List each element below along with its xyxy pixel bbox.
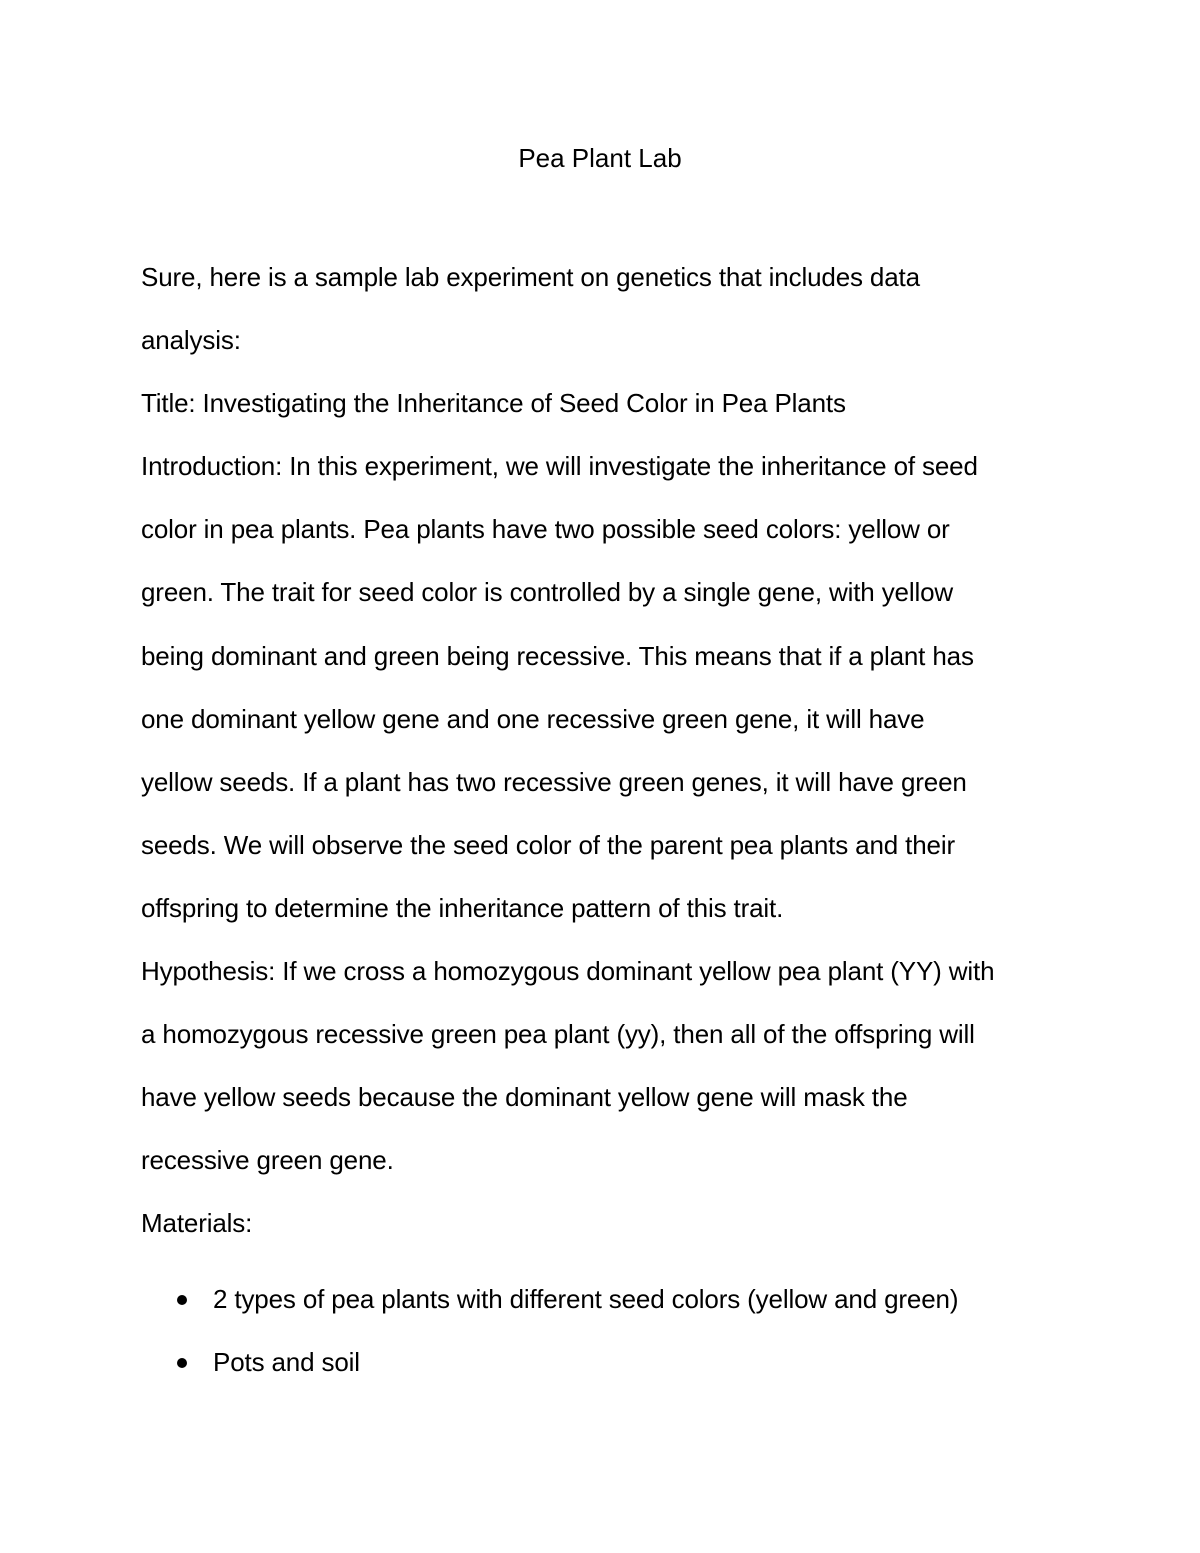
document-body (141, 246, 1071, 1256)
body-line-introduction: seeds. We will observe the seed color of the parent pea plants and their (141, 829, 955, 860)
list-item (141, 1268, 1071, 1331)
body-line-intro-sentence: Sure, here is a sample lab experiment on genetics that includes data (141, 262, 920, 292)
body-line-introduction: offspring to determine the inheritance pattern of this trait. (141, 892, 784, 923)
materials-list (141, 1268, 1071, 1394)
bullet-icon (177, 1295, 187, 1305)
body-line-introduction: Introduction: In this experiment, we will investigate the inheritance of seed (141, 451, 978, 482)
body-line-hypothesis: have yellow seeds because the dominant yellow gene will mask the (141, 1082, 908, 1113)
body-line-title: Title: Investigating the Inheritance of Seed Color in Pea Plants (141, 388, 846, 419)
body-line-introduction: being dominant and green being recessive. This means that if a plant has (141, 640, 974, 671)
bullet-icon (177, 1358, 187, 1368)
page-title: Pea Plant Lab (518, 143, 682, 173)
body-line-hypothesis: recessive green gene. (141, 1145, 394, 1176)
body-line-introduction: yellow seeds. If a plant has two recessive green genes, it will have green (141, 766, 967, 797)
materials-heading: Materials: (141, 1208, 253, 1239)
body-line-hypothesis: a homozygous recessive green pea plant (yy), then all of the offspring will (141, 1019, 975, 1050)
list-item-text: 2 types of pea plants with different seed colors (yellow and green) (213, 1284, 959, 1314)
body-line-introduction: color in pea plants. Pea plants have two possible seed colors: yellow or (141, 514, 950, 545)
list-item (141, 1331, 1071, 1394)
body-line-hypothesis: Hypothesis: If we cross a homozygous dominant yellow pea plant (YY) with (141, 956, 995, 987)
body-line-introduction: one dominant yellow gene and one recessive green gene, it will have (141, 703, 925, 734)
list-item-text: Pots and soil (213, 1347, 360, 1378)
body-line-intro-sentence-end: analysis: (141, 325, 241, 356)
body-line-introduction: green. The trait for seed color is controlled by a single gene, with yellow (141, 577, 954, 608)
